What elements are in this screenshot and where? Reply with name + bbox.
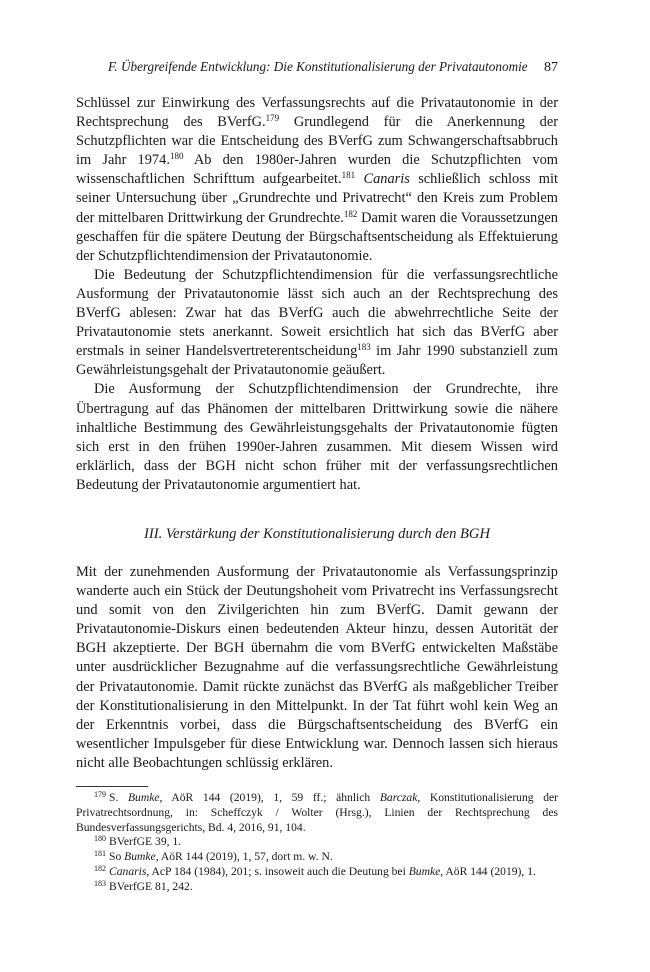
running-title: F. Übergreifende Entwicklung: Die Konstitutionalisierung der Privatautonomie	[108, 59, 528, 74]
document-page	[76, 58, 558, 895]
footnotes	[76, 791, 558, 895]
footnote-179: $^{179}$ S. Bumke, AöR 144 (2019), 1, 59 ff.; ähnlich Barczak, Konstitutionalisierung der Privatrechtsordnung, in: Scheffczyk / Wolter (Hrsg.), Linien der Rechtsprechung des Bundesverfassungsgerichts, Bd. 4, 2016, 91, 104.	[76, 790, 558, 834]
footnote-ref-181[interactable]: 181	[341, 170, 356, 181]
footnote-180: $^{180}$ BVerfGE 39, 1.	[94, 834, 182, 849]
footnote-183: $^{183}$ BVerfGE 81, 242.	[94, 878, 193, 893]
footnote-182: $^{182}$ Canaris, AcP 184 (1984), 201; s. insoweit auch die Deutung bei Bumke, AöR 144 (2019), 1.	[94, 863, 536, 878]
footnote-ref-179[interactable]: 179	[265, 113, 280, 124]
author-name: Canaris	[363, 171, 410, 188]
paragraph-3: Die Ausformung der Schutzpflichtendimension der Grundrechte, ihre Übertragung auf das Phänomen der mittelbaren Drittwirkung sowie die nähere inhaltliche Bestimmung des Gewährleistungsgehalts der Privatautonomie fügten sich erst in den frühen 1990er-Jahren zusammen. Mit diesem Wissen wird erklärlich, dass der BGH nicht schon früher mit der verfassungsrechtlichen Bedeutung der Privatautonomie argumentiert hat.	[76, 381, 558, 493]
running-head	[76, 58, 558, 77]
footnote-divider	[76, 786, 148, 787]
paragraph-1: Schlüssel zur Einwirkung des Verfassungsrechts auf die Privatautonomie in der Rechtsprechung des BVerfG.$^{179}$ Grundlegend für die Anerkennung der Schutzpflichten war die Entscheidung des BVerfG zum Schwangerschaftsabbruch im Jahr 1974.$^{180}$ Ab den 1980er-Jahren wurden die Schutzpflichten vom wissenschaftlichen Schrifttum aufgearbeitet.$^{181}$ Canaris schließlich schloss mit seiner Untersuchung über „Grundrechte und Privatrecht“ den Kreis zum Problem der mittelbaren Drittwirkung der Grundrechte.$^{182}$ Damit waren die Voraussetzungen geschaffen für die spätere Deutung der Bürgschaftsentscheidung als Effektuierung der Schutzpflichtendimension der Privatautonomie.	[76, 95, 558, 264]
paragraph-4: Mit der zunehmenden Ausformung der Privatautonomie als Verfassungsprinzip wanderte auch ein Stück der Deutungshoheit vom Privatrecht ins Verfassungsrecht und somit von den Zivilgerichten hin zum BVerfG. Damit gewann der Privatautonomie-Diskurs einen bedeutenden Akteur hinzu, dessen Autorität der BGH akzeptierte. Der BGH übernahm die vom BVerfG entwickelten Maßstäbe unter ausdrücklicher Bezugnahme auf die verfassungsrechtliche Gewährleistung der Privatautonomie. Damit rückte zunächst das BVerfG als maßgeblicher Treiber der Konstitutionalisierung in den Mittelpunkt. In der Tat führt wohl kein Weg an der Erkenntnis vorbei, dass die Bürgschaftsentscheidung des BVerfG ein wesentlicher Impulsgeber für diese Entwicklung war. Dennoch lassen sich hieraus nicht alle Beobachtungen schlüssig erklären.	[76, 563, 558, 771]
footnote-ref-183[interactable]: 183	[357, 342, 371, 353]
section-heading: III. Verstärkung der Konstitutionalisierung durch den BGH	[143, 525, 491, 542]
footnote-ref-180[interactable]: 180	[169, 151, 184, 162]
footnote-181: $^{181}$ So Bumke, AöR 144 (2019), 1, 57, dort m. w. N.	[94, 849, 333, 864]
paragraph-2: Die Bedeutung der Schutzpflichtendimension für die verfassungsrechtliche Ausformung der Privatautonomie lässt sich auch an der Rechtsprechung des BVerfG ablesen: Zwar hat das BVerfG auch die abwehrrechtliche Seite der Privatautonomie stets anerkannt. Soweit ersichtlich hat sich das BVerfG aber erstmals in seiner Handelsvertreterentscheidung$^{183}$ im Jahr 1990 substanziell zum Gewährleistungsgehalt der Privatautonomie geäußert.	[76, 266, 558, 379]
body-text	[76, 94, 558, 773]
page-number: 87	[544, 60, 558, 75]
footnote-ref-182[interactable]: 182	[343, 208, 358, 219]
